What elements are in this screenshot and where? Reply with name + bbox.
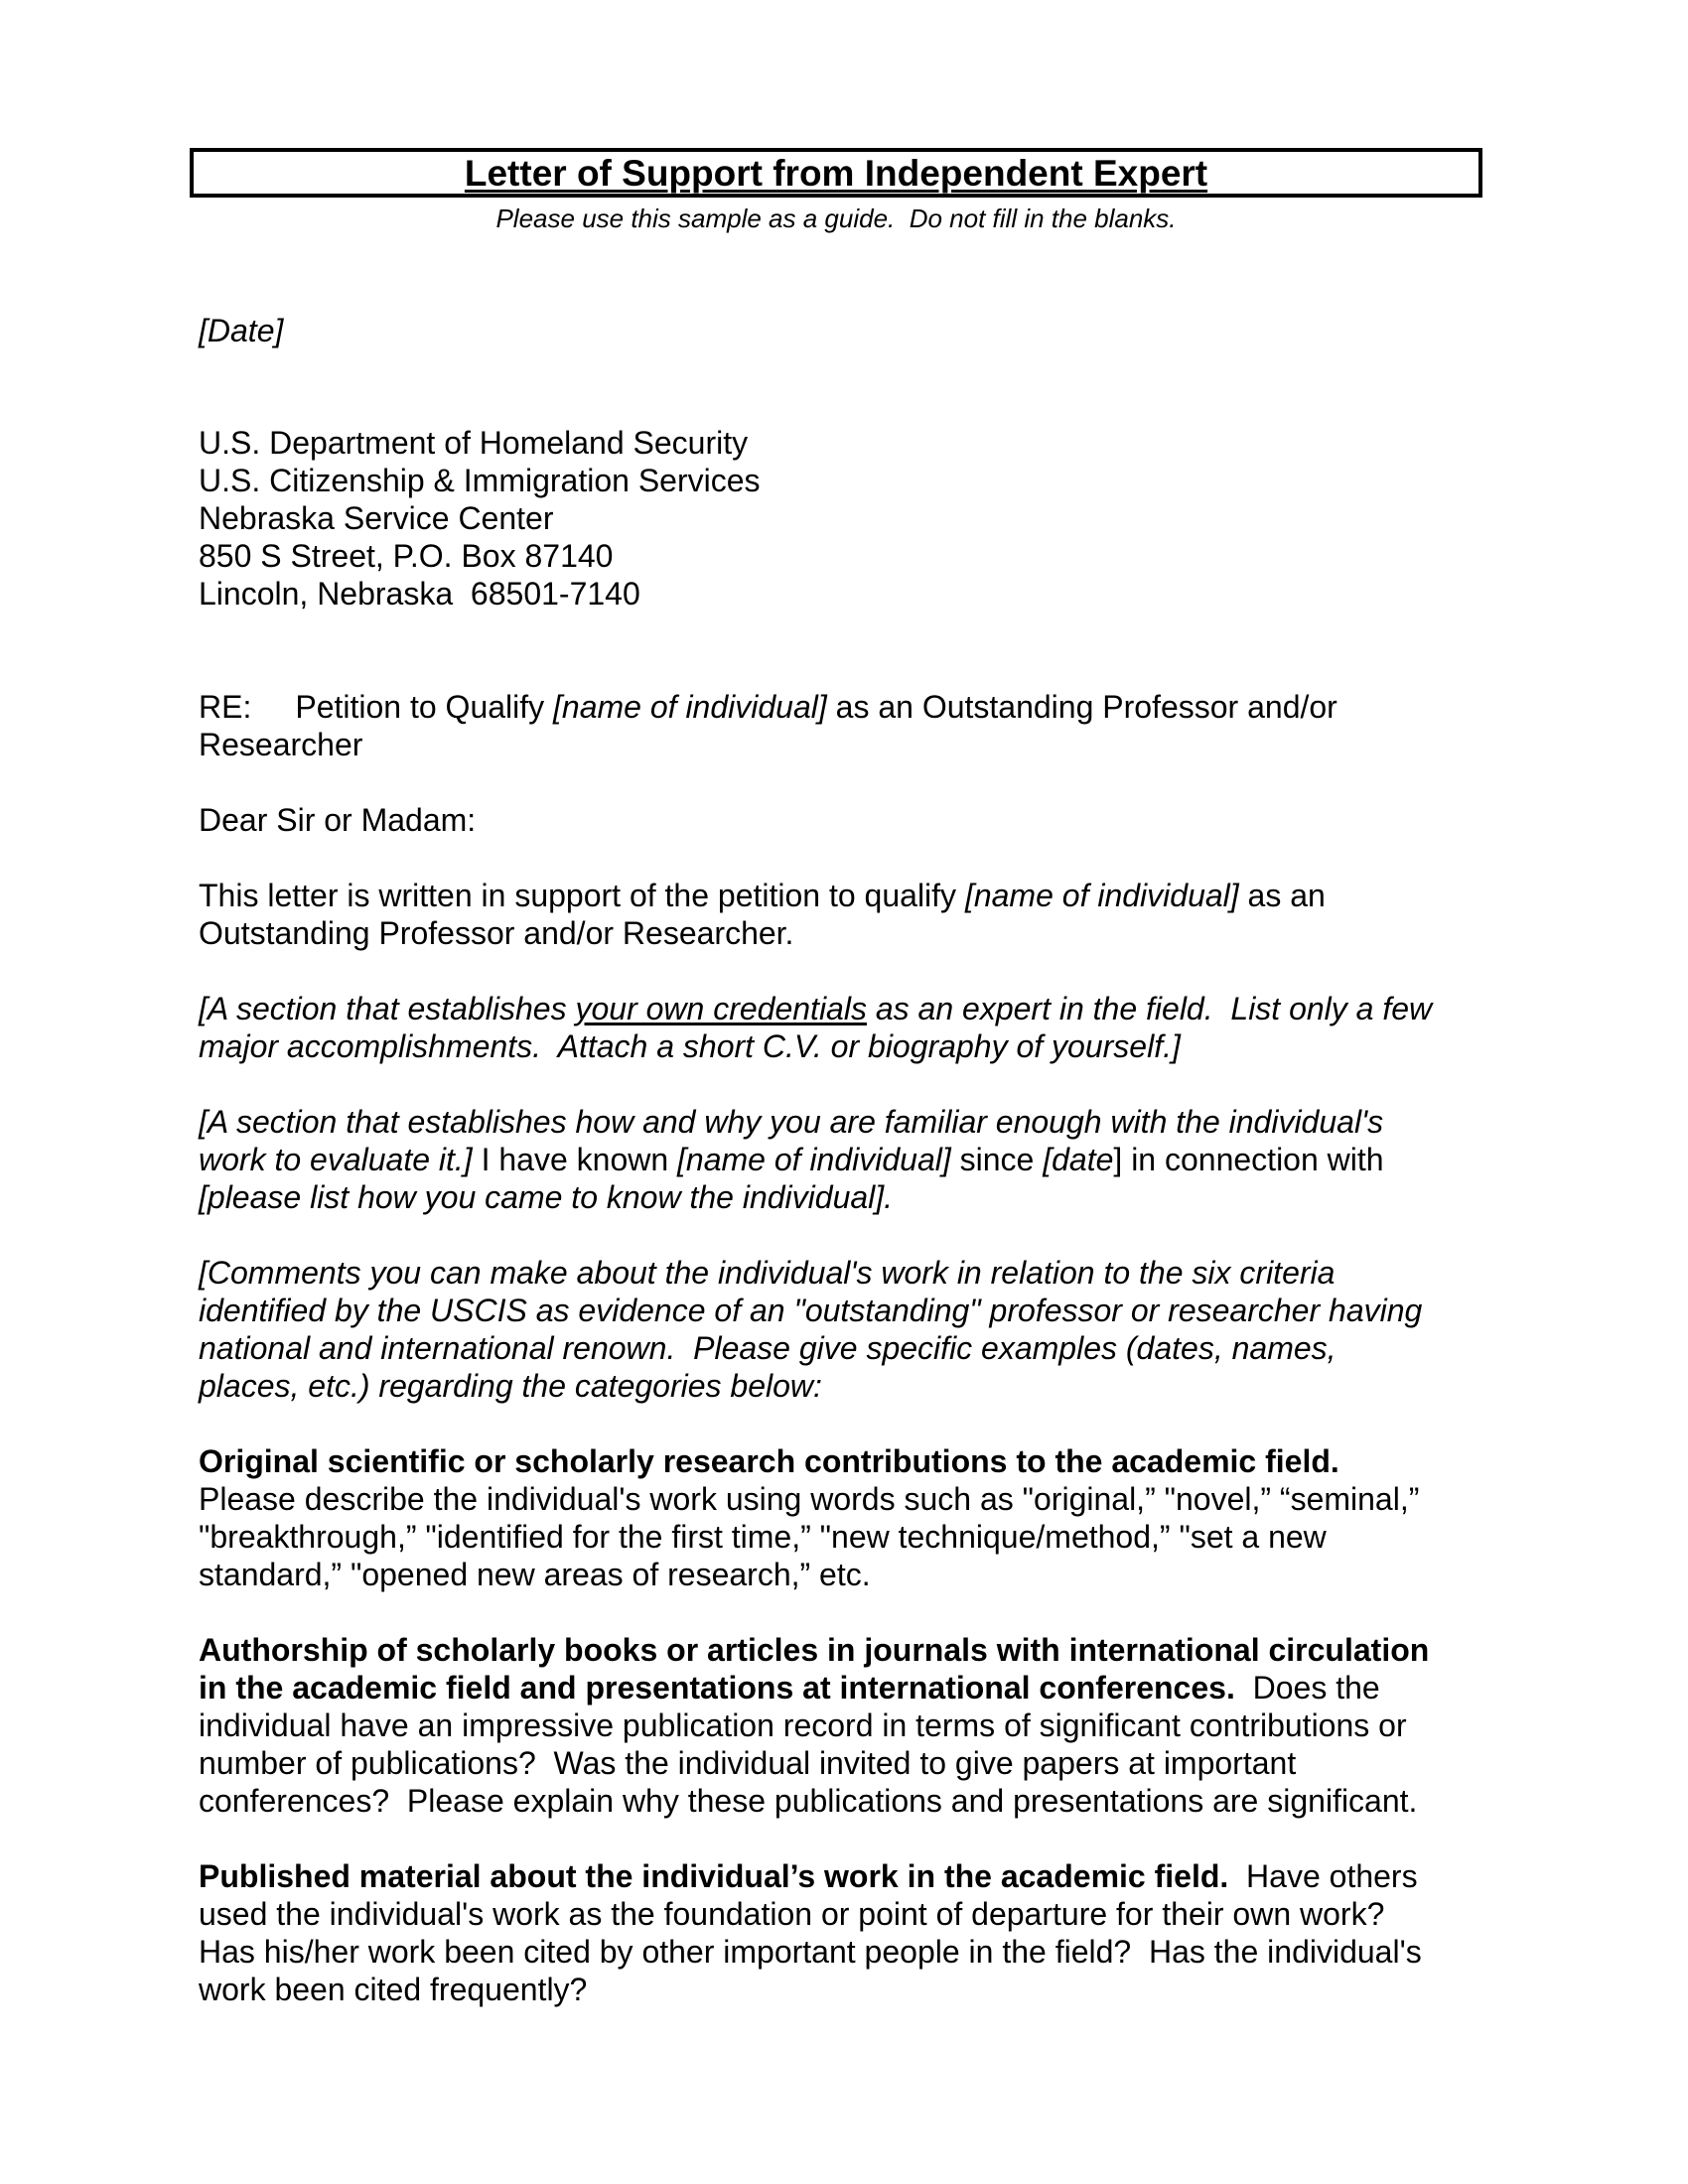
re-line-2: Researcher (199, 727, 363, 762)
intro-paragraph (199, 877, 1499, 952)
page-subtitle: Please use this sample as a guide. Do not fill in the blanks. (495, 204, 1177, 233)
date-text: [Date] (199, 313, 284, 348)
date-placeholder (199, 312, 1499, 349)
comments-line-1: [Comments you can make about the individual's work in relation to the six criteria (199, 1255, 1336, 1291)
original-research-section (199, 1442, 1499, 1593)
re-text-2: as an Outstanding Professor and/or (826, 689, 1337, 725)
re-text: Petition to Qualify (295, 689, 554, 725)
authorship-line-3: individual have an impressive publication record in terms of significant contributions or (199, 1707, 1407, 1743)
authorship-heading-2: in the academic field and presentations at international conferences. (199, 1670, 1235, 1706)
page-title: Letter of Support from Independent Expert (464, 152, 1208, 194)
familiarity-paragraph (199, 1103, 1499, 1216)
familiarity-line-3: [please list how you came to know the individual]. (199, 1179, 894, 1215)
intro-text: This letter is written in support of the petition to qualify (199, 878, 965, 913)
published-line-2: used the individual's work as the foundation or point of departure for their own work? (199, 1896, 1385, 1932)
original-line-2: Please describe the individual's work using words such as "original,” "novel,” “seminal,” (199, 1481, 1420, 1517)
authorship-section (199, 1631, 1499, 1820)
original-heading: Original scientific or scholarly research contributions to the academic field. (199, 1443, 1339, 1479)
address-line-4: 850 S Street, P.O. Box 87140 (199, 538, 614, 574)
published-material-section (199, 1857, 1499, 2008)
intro-name-placeholder: [name of individual] (964, 878, 1239, 913)
title-box (190, 148, 1482, 198)
re-line (199, 688, 1499, 763)
authorship-line-5: conferences? Please explain why these publications and presentations are significant. (199, 1783, 1418, 1819)
credentials-underlined: your own credentials (575, 991, 867, 1026)
authorship-text: Does the (1234, 1670, 1380, 1706)
published-line-3: Has his/her work been cited by other important people in the field? Has the individual's (199, 1934, 1422, 1970)
address-line-3: Nebraska Service Center (199, 500, 554, 536)
comments-line-2: identified by the USCIS as evidence of an "outstanding" professor or researcher having (199, 1293, 1423, 1328)
salutation (199, 801, 1499, 839)
intro-text-2: as an (1238, 878, 1326, 913)
authorship-heading-1: Authorship of scholarly books or articles in journals with international circulation (199, 1632, 1430, 1668)
salutation-text: Dear Sir or Madam: (199, 802, 477, 838)
familiarity-text-2: since (950, 1142, 1044, 1177)
credentials-text: [A section that establishes (199, 991, 576, 1026)
familiarity-date-placeholder: [date (1043, 1142, 1114, 1177)
authorship-line-4: number of publications? Was the individual invited to give papers at important (199, 1745, 1297, 1781)
address-line-2: U.S. Citizenship & Immigration Services (199, 463, 761, 498)
comments-line-4: places, etc.) regarding the categories below: (199, 1368, 822, 1404)
published-line-4: work been cited frequently? (199, 1972, 588, 2007)
recipient-address (199, 424, 1499, 613)
familiarity-italic: work to evaluate it.] (199, 1142, 473, 1177)
credentials-line-2: major accomplishments. Attach a short C.V. or biography of yourself.] (199, 1028, 1181, 1064)
credentials-text-2: as an expert in the field. List only a few (866, 991, 1433, 1026)
address-line-1: U.S. Department of Homeland Security (199, 425, 749, 461)
original-line-4: standard,” "opened new areas of research,” etc. (199, 1557, 871, 1592)
comments-line-3: national and international renown. Please give specific examples (dates, names, (199, 1330, 1336, 1366)
re-label: RE: (199, 689, 252, 725)
credentials-paragraph (199, 990, 1499, 1065)
original-line-3: "breakthrough,” "identified for the first time,” "new technique/method,” "set a new (199, 1519, 1327, 1555)
published-text: Have others (1228, 1858, 1418, 1894)
address-line-5: Lincoln, Nebraska 68501-7140 (199, 576, 640, 612)
published-heading: Published material about the individual’s work in the academic field. (199, 1858, 1229, 1894)
intro-line-2: Outstanding Professor and/or Researcher. (199, 915, 794, 951)
familiarity-name-placeholder: [name of individual] (677, 1142, 951, 1177)
familiarity-text-3: ] in connection with (1113, 1142, 1384, 1177)
re-name-placeholder: [name of individual] (553, 689, 827, 725)
familiarity-line-1: [A section that establishes how and why you are familiar enough with the individual's (199, 1104, 1384, 1140)
familiarity-text: I have known (472, 1142, 678, 1177)
comments-paragraph (199, 1254, 1499, 1405)
